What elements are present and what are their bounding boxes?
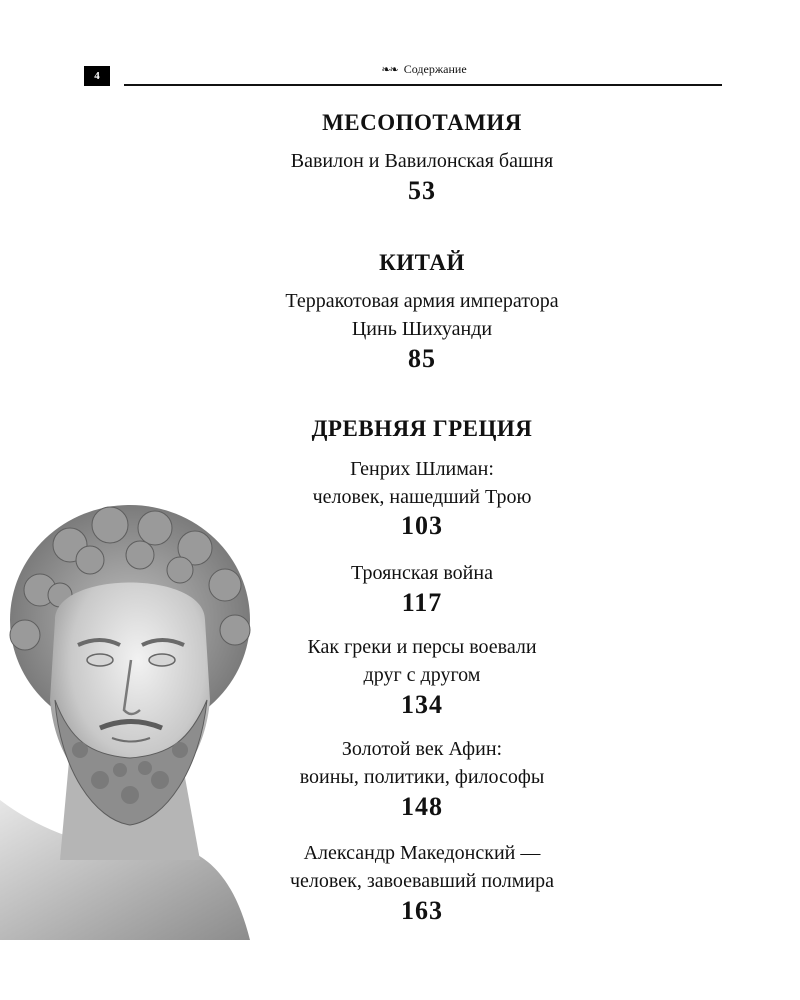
entry-page-number: 103 bbox=[401, 511, 443, 540]
entry-title-line: Цинь Шихуанди bbox=[351, 318, 493, 340]
entry-page-number: 117 bbox=[401, 588, 443, 617]
entry-title-line: Генрих Шлиман: bbox=[350, 458, 494, 480]
section-title-ancient-greece: ДРЕВНЯЯ ГРЕЦИЯ bbox=[311, 416, 533, 441]
ornament-icon: ❧❧ bbox=[381, 64, 398, 76]
entry-title-line: человек, нашедший Трою bbox=[312, 486, 532, 508]
entry-title-line: Терракотовая армия императора bbox=[285, 290, 559, 312]
running-head bbox=[0, 62, 800, 77]
entry-title-line: воины, политики, философы bbox=[299, 766, 545, 788]
page-number: 4 bbox=[84, 66, 110, 86]
entry-title-line: Вавилон и Вавилонская башня bbox=[290, 150, 554, 172]
entry-page-number: 53 bbox=[408, 176, 436, 205]
running-title: Содержание bbox=[403, 62, 467, 76]
entry-page-number: 85 bbox=[408, 344, 436, 373]
entry-title-line: друг с другом bbox=[363, 664, 481, 686]
entry-title-line: Троянская война bbox=[351, 562, 493, 584]
section-title-mesopotamia: МЕСОПОТАМИЯ bbox=[322, 110, 522, 135]
entry-title-line: Александр Македонский — bbox=[303, 842, 541, 864]
entry-page-number: 134 bbox=[401, 690, 443, 719]
header-rule bbox=[124, 84, 722, 86]
entry-page-number: 163 bbox=[401, 896, 443, 925]
entry-title-line: Золотой век Афин: bbox=[341, 738, 503, 760]
section-title-china: КИТАЙ bbox=[379, 250, 465, 275]
entry-page-number: 148 bbox=[401, 792, 443, 821]
entry-title-line: Как греки и персы воевали bbox=[307, 636, 537, 658]
entry-title-line: человек, завоевавший полмира bbox=[289, 870, 554, 892]
